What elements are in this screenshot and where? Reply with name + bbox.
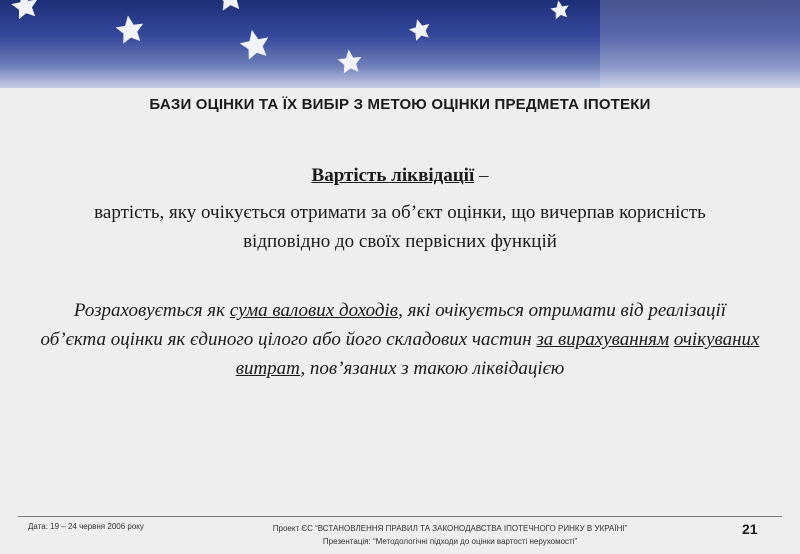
footer-divider	[18, 516, 782, 517]
page-number: 21	[742, 521, 758, 537]
calculation-paragraph	[40, 296, 760, 383]
footer-project-title: Проект ЄС “ВСТАНОВЛЕННЯ ПРАВИЛ ТА ЗАКОНОДАВСТВА ІПОТЕЧНОГО РИНКУ В УКРАЇНІ”	[272, 524, 628, 533]
slide-title: БАЗИ ОЦІНКИ ТА ЇХ ВИБІР З МЕТОЮ ОЦІНКИ ПРЕДМЕТА ІПОТЕКИ	[149, 96, 651, 113]
eu-flag-stars-icon	[0, 0, 800, 88]
calc-underline-deduction: за вирахуванням	[536, 329, 670, 350]
definition-heading	[0, 165, 800, 187]
definition-term: Вартість ліквідації	[311, 165, 475, 186]
definition-dash: –	[478, 165, 489, 186]
eu-flag-banner	[0, 0, 800, 88]
calc-text-2: , які очікується отримати від реалізації об’єкта оцінки як єдиного цілого або його складових частин	[40, 300, 727, 350]
calc-text-4: , пов’язаних з такою ліквідацією	[300, 358, 565, 379]
footer-date: Дата: 19 – 24 червня 2006 року	[28, 522, 144, 531]
calc-text-1: Розраховується як	[73, 300, 230, 321]
calc-underline-gross-income: сума валових доходів	[229, 300, 399, 321]
calc-underline-expected-costs: очікуваних витрат	[235, 329, 760, 379]
footer-project	[200, 522, 700, 548]
definition-text: вартість, яку очікується отримати за об’єкт оцінки, що вичерпав корисність відповідно до своїх первісних функцій	[94, 202, 706, 252]
footer-presentation-title: Презентація: “Методологічні підходи до оцінки вартості нерухомості”	[322, 537, 578, 546]
